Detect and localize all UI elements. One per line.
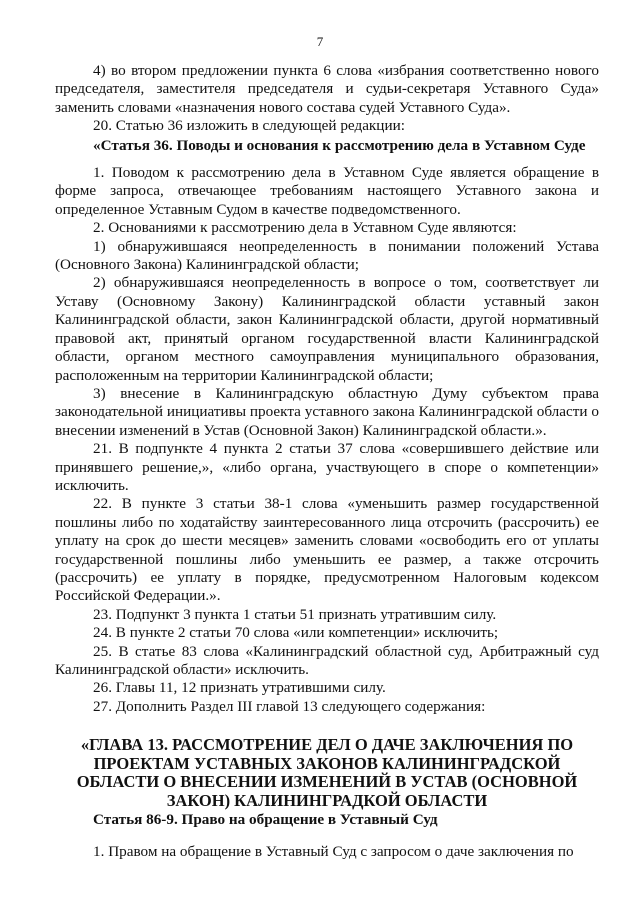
chapter-13-heading: «ГЛАВА 13. РАССМОТРЕНИЕ ДЕЛ О ДАЧЕ ЗАКЛЮЧЕНИЯ ПО ПРОЕКТАМ УСТАВНЫХ ЗАКОНОВ КАЛИНИНГРАДСКОЙ ОБЛАСТИ О ВНЕСЕНИИ ИЗМЕНЕНИЙ В УСТАВ (ОСНОВНОЙ ЗАКОН) КАЛИНИНГРАДКОЙ ОБЛАСТИ (76, 735, 578, 810)
paragraph-item-26: 26. Главы 11, 12 признать утратившими силу. (93, 679, 386, 697)
paragraph-article36-2-3: 3) внесение в Калининградскую областную Думу субъектом права законодательной инициативы проекта уставного закона Калининградской области о внесении изменений в Устав (Основной Закон) Калининградской области.». (55, 384, 599, 439)
paragraph-item-23: 23. Подпункт 3 пункта 1 статьи 51 признать утратившим силу. (93, 605, 497, 623)
article-86-9-heading: Статья 86-9. Право на обращение в Уставный Суд (93, 810, 438, 828)
paragraph-item-21: 21. В подпункте 4 пункта 2 статьи 37 слова «совершившего действие или принявшего решение,», «либо органа, участвующего в споре о компетенции» исключить. (55, 440, 599, 494)
paragraph-article36-2: 2. Основаниями к рассмотрению дела в Уставном Суде являются: (93, 219, 517, 237)
paragraph-article36-2-2: 2) обнаружившаяся неопределенность в вопросе о том, соответствует ли Уставу (Основному Закону) Калининградской области уставный закон Калининградской области, закон Калининградской области, другой нормативный правовой акт, принятый органом государственной власти Калининградской области, органом местного самоуправления муниципального образования, расположенным на территории Калининградской области; (55, 274, 599, 384)
paragraph-item-4: 4) во втором предложении пункта 6 слова «избрания соответственно нового председателя, заместителя председателя и судьи-секретаря Уставного Суда» заменить словами «назначения нового состава судей Уставного Суда». (55, 62, 599, 116)
paragraph-article36-1: 1. Поводом к рассмотрению дела в Уставном Суде является обращение в форме запроса, отвечающее требованиям настоящего Уставного закона и определенное Уставным Судом в качестве подведомственного. (55, 164, 599, 218)
paragraph-article36-2-1: 1) обнаружившаяся неопределенность в понимании положений Устава (Основного Закона) Калининградской области; (55, 237, 599, 274)
paragraph-item-24: 24. В пункте 2 статьи 70 слова «или компетенции» исключить; (93, 624, 499, 642)
paragraph-item-25: 25. В статье 83 слова «Калининградский областной суд, Арбитражный суд Калининградской области» исключить. (55, 642, 599, 678)
page-number: 7 (316, 34, 324, 49)
article-36-heading: «Статья 36. Поводы и основания к рассмотрению дела в Уставном Суде (93, 136, 586, 154)
paragraph-article86-9-1: 1. Правом на обращение в Уставный Суд с запросом о даче заключения по (93, 843, 574, 860)
paragraph-item-27: 27. Дополнить Раздел III главой 13 следующего содержания: (93, 697, 486, 715)
paragraph-item-22: 22. В пункте 3 статьи 38-1 слова «уменьшить размер государственной пошлины либо по ходатайству заинтересованного лица отсрочить (рассрочить) ее уплату на срок до шести месяцев» заменить словами «освободить его от уплаты государственной пошлины либо уменьшить ее размер, а также отсрочить (рассрочить) ее уплату в порядке, предусмотренном Налоговым кодексом Российской Федерации.». (55, 495, 599, 605)
document-body (55, 62, 599, 861)
paragraph-item-20: 20. Статью 36 изложить в следующей редакции: (93, 117, 405, 135)
